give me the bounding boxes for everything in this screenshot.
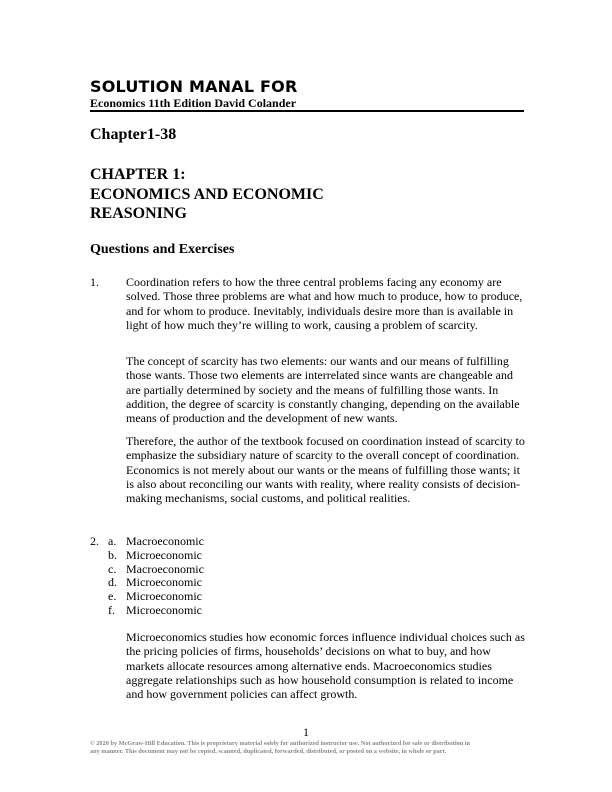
list-item-letter: e. [108, 589, 117, 604]
list-item-letter: c. [108, 561, 117, 576]
list-item-text: Microeconomic [126, 589, 202, 604]
list-item-letter: d. [108, 575, 117, 590]
question-1-paragraph-2: The concept of scarcity has two elements: our wants and our means of fulfilling those wants. Those two elements are interrelated since wants are changeable and are partially determined by society and the means of fulfilling those wants. In addition, the degree of scarcity is constantly changing, depending on the available means of production and the development of new wants. [126, 354, 520, 426]
list-item-text: Microeconomic [126, 547, 202, 562]
question-2-number: 2. [90, 534, 99, 548]
question-1-number: 1. [90, 275, 99, 289]
chapter-heading-line: REASONING [90, 205, 187, 222]
book-subtitle: Economics 11th Edition David Colander [90, 96, 297, 110]
header-divider [90, 110, 524, 112]
list-item-text: Macroeconomic [126, 534, 204, 548]
list-item-letter: f. [108, 602, 115, 617]
list-item-letter: b. [108, 547, 117, 562]
section-heading: Questions and Exercises [90, 242, 235, 257]
footer-line: © 2020 by McGraw-Hill Education. This is proprietary material solely for authorized instructor use. Not authorized for sale or distribution in [90, 740, 471, 747]
question-2-paragraph: Microeconomics studies how economic forces influence individual choices such as the pricing policies of firms, households’ decisions on what to buy, and how markets allocate resources among alternative ends. Macroeconomics studies aggregate relationships such as how household consumption is related to income and how government policies can affect growth. [126, 630, 525, 702]
question-1-paragraph-3: Therefore, the author of the textbook focused on coordination instead of scarcity to emphasize the subsidiary nature of scarcity to the overall concept of coordination. Economics is not merely about our wants or the means of fulfilling those wants; it is also about reconciling our wants with reality, where reality consists of decision-making mechanisms, social customs, and political realities. [126, 434, 525, 506]
page-number: 1 [303, 725, 309, 739]
chapter-heading [90, 165, 324, 224]
footer-line: any manner. This document may not be copied, scanned, duplicated, forwarded, distributed, or posted on a website, in whole or part. [90, 748, 447, 755]
copyright-footer [90, 740, 530, 756]
question-1-paragraph-1: Coordination refers to how the three central problems facing any economy are solved. Those three problems are what and how much to produce, how to produce, and for whom to produce. Inevitably, individuals desire more than is available in light of how much they’re willing to work, causing a problem of scarcity. [126, 275, 523, 332]
list-item-text: Microeconomic [126, 575, 202, 590]
chapter-heading-line: CHAPTER 1: [90, 166, 186, 183]
list-item-letter: a. [108, 534, 117, 548]
list-item-text: Macroeconomic [126, 561, 204, 576]
chapter-range: Chapter1-38 [90, 126, 177, 143]
chapter-heading-line: ECONOMICS AND ECONOMIC [90, 185, 324, 203]
list-item-text: Microeconomic [126, 602, 202, 617]
manual-title: SOLUTION MANAL FOR [90, 77, 298, 96]
